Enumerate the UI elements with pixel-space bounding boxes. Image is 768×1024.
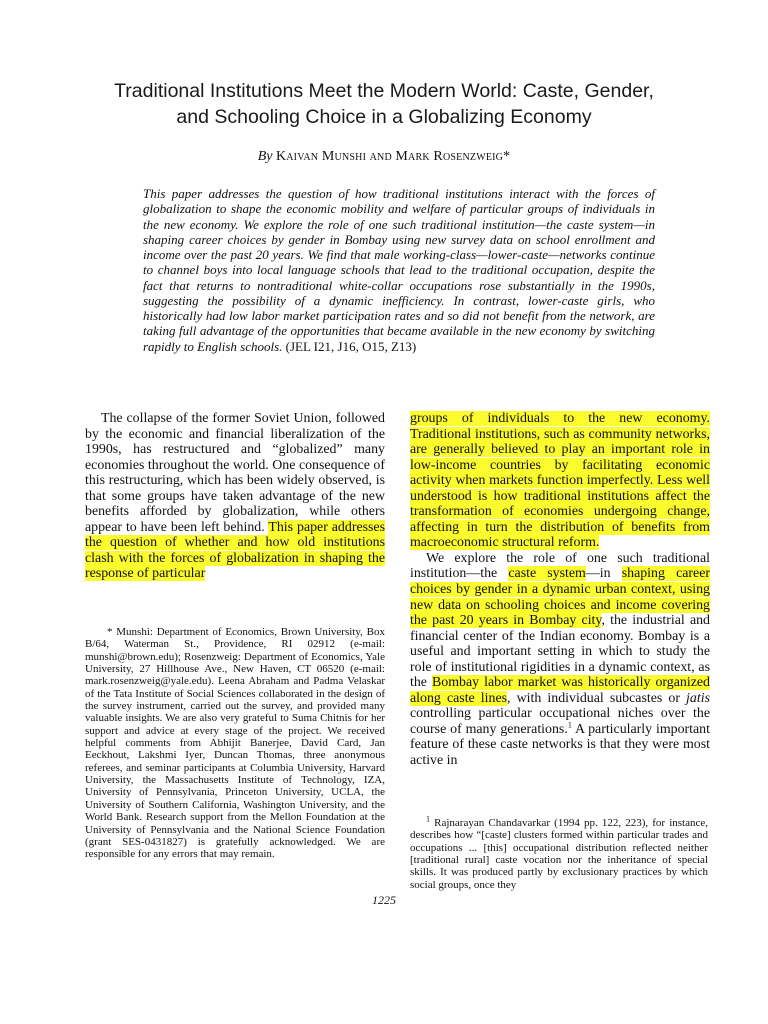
continued-paragraph xyxy=(410,411,710,551)
jatis-term: jatis xyxy=(686,690,710,706)
article-title xyxy=(40,78,728,130)
author-byline xyxy=(40,148,728,166)
right-column xyxy=(410,411,710,769)
footnote-1-text: Rajnarayan Chandavarkar (1994 pp. 122, 223), for instance, describes how “[caste] clusters formed within particular trades and occupations ... [this] occupational distribution reflected neither [traditional rural] caste vocation nor the inheritance of special skills. It was produced partly by exclusionary practices by which social groups, once they xyxy=(410,817,708,891)
second-paragraph xyxy=(410,551,710,769)
text-run: , the industrial and financial center of the Indian economy. Bombay is a useful and important setting in which to study the role of institutional rigidities in a dynamic context, as the xyxy=(410,613,710,691)
text-run: —in xyxy=(585,566,611,582)
text-run: , with individual subcastes or xyxy=(507,690,680,706)
abstract-text: This paper addresses the question of how traditional institutions interact with the forces of globalization to shape the economic mobility and welfare of particular groups of individuals in the new economy. We explore the role of one such traditional institution—the caste system—in shaping career choices by gender in Bombay using new survey data on school enrollment and income over the past 20 years. We find that male working-class—lower-caste—networks continue to channel boys into local language schools that lead to the traditional occupation, despite the fact that returns to nontraditional white-collar occupations rose substantially in the 1990s, suggesting the possibility of a dynamic inefficiency. In contrast, lower-caste girls, who historically had low labor market participation rates and so did not benefit from the network, are taking full advantage of the opportunities that became available in the new economy by switching rapidly to English schools. xyxy=(143,186,655,354)
author-munshi: Kaivan Munshi xyxy=(275,149,367,164)
highlight-passage: groups of individuals to the new economy. Traditional institutions, such as community networks, are generally believed to play an important role in low-income countries by facilitating economic activity when markets function imperfectly. Less well understood is how traditional institutions affect the transformation of economies undergoing change, affecting in turn the distribution of benefits from macroeconomic structural reform. xyxy=(410,411,710,551)
text-run: controlling particular occupational niches over the course of many generations. xyxy=(410,706,710,737)
author-footnote: * Munshi: Department of Economics, Brown University, Box B/64, Waterman St., Providence, RI 02912 (e-mail: munshi@brown.edu); Rosenzweig: Department of Economics, Yale University, 27 Hillhouse Ave., New Haven, CT 06520 (e-mail: mark.rosenzweig@yale.edu). Leena Abraham and Padma Velaskar of the Tata Institute of Social Sciences collaborated in the design of the survey instrument, carried out the survey, and provided many valuable insights. We are also very grateful to Suma Chitnis for her support and advice at every stage of the project. We received helpful comments from Abhijit Banerjee, David Card, Jan Eeckhout, Lakshmi Iyer, Duncan Thomas, three anonymous referees, and seminar participants at Columbia University, Harvard University, the Massachusetts Institute of Technology, IZA, University of Pennsylvania, Princeton University, UCLA, the University of Southern California, Washington University, and the World Bank. Research support from the Mellon Foundation at the University of Pennsylvania and the National Science Foundation (grant SES-0431827) is gratefully acknowledged. We are responsible for any errors that may remain. xyxy=(85,626,385,861)
highlight-career-choices: shaping career choices by gender in a dynamic urban context, using new data on schooling choices and income covering the past 20 years in Bombay city xyxy=(410,566,710,629)
highlight-caste-system: caste system xyxy=(508,566,586,582)
jel-codes: (JEL I21, J16, O15, Z13) xyxy=(285,338,417,354)
byline-by: By xyxy=(257,149,273,164)
title-line-2: and Schooling Choice in a Globalizing Economy xyxy=(176,106,592,128)
highlight-bombay-labor: Bombay labor market was historically organized along caste lines xyxy=(410,675,710,706)
text-run: We explore the role of one such traditional institution—the xyxy=(410,550,710,582)
page-number: 1225 xyxy=(372,893,396,907)
intro-text: The collapse of the former Soviet Union, followed by the economic and financial liberalization of the 1990s, has restructured and “globalized” many economies throughout the world. One consequence of this restructuring, which has been widely observed, is that some groups have taken advantage of the new benefits afforded by globalization, while others appear to have been left behind. xyxy=(85,411,385,535)
abstract xyxy=(143,186,655,354)
footnote-1-number: 1 xyxy=(426,814,430,824)
footnote-ref-1[interactable]: 1 xyxy=(567,720,572,730)
byline-and: and xyxy=(369,149,392,164)
title-line-1: Traditional Institutions Meet the Modern World: Caste, Gender, xyxy=(114,80,654,102)
highlight-passage: This paper addresses the question of whether and how old institutions clash with the forces of globalization in shaping the response of particular xyxy=(85,519,385,582)
left-column xyxy=(85,411,385,582)
intro-paragraph xyxy=(85,411,385,582)
author-rosenzweig: Mark Rosenzweig* xyxy=(395,149,511,164)
footnote-1 xyxy=(410,814,708,891)
text-run: A particularly important feature of these caste networks is that they were most active in xyxy=(410,721,710,769)
